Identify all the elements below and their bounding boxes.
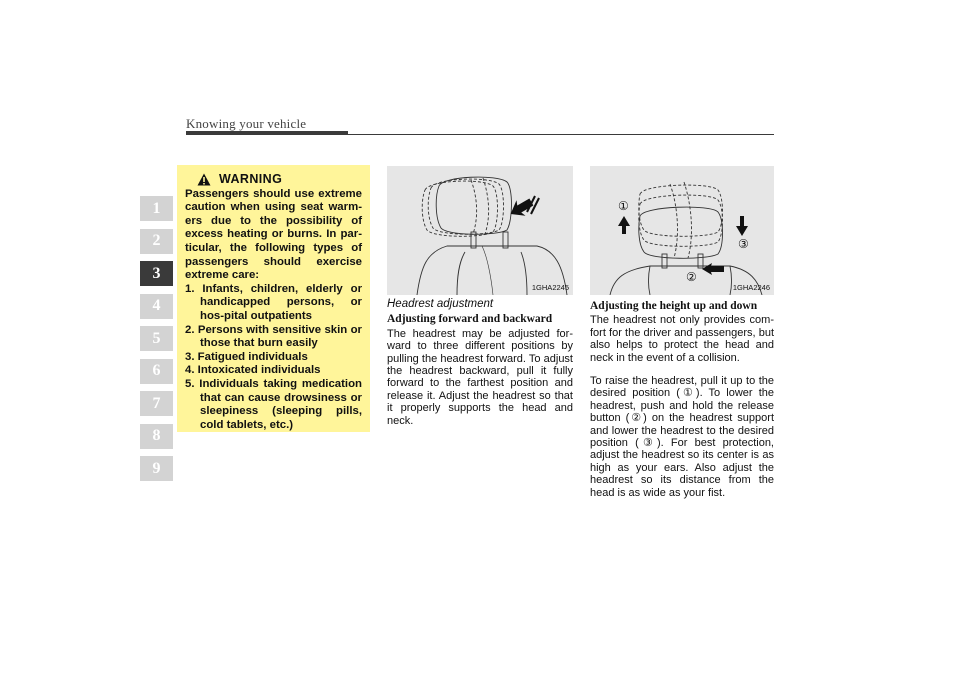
chapter-tabs xyxy=(140,196,173,489)
chapter-tab-9[interactable]: 9 xyxy=(140,456,173,481)
body-paragraph: The headrest may be adjusted for-ward to three different positions by pulling the headrest forward. To adjust the headrest backward, pull it fully forward to the farthest position and release it. Adjust the headrest so that it properly supports the head and neck. xyxy=(387,327,573,427)
warning-item: 3. Fatigued individuals xyxy=(185,350,308,363)
chapter-tab-7[interactable]: 7 xyxy=(140,391,173,416)
header-rule xyxy=(186,134,774,135)
callout-3: ③ xyxy=(738,237,749,251)
headrest-height-figure xyxy=(590,166,774,295)
chapter-tab-6[interactable]: 6 xyxy=(140,359,173,384)
warning-item: 5. Individuals taking medication that can cause drowsiness or sleepiness (sleeping pills, cold tablets, etc.) xyxy=(185,377,362,431)
warning-title: WARNING xyxy=(219,172,283,186)
warning-item: 2. Persons with sensitive skin or those that burn easily xyxy=(185,323,362,350)
warning-item: 1. Infants, children, elderly or handicapped persons, or hos-pital outpatients xyxy=(185,282,362,322)
release-button-arrow-icon xyxy=(702,263,724,275)
figure-code: 1GHA2246 xyxy=(732,283,770,292)
callout-2: ② xyxy=(686,270,697,284)
chapter-tab-5[interactable]: 5 xyxy=(140,326,173,351)
warning-header xyxy=(197,173,362,187)
chapter-tab-2[interactable]: 2 xyxy=(140,229,173,254)
headrest-height-illustration xyxy=(590,166,774,295)
up-arrow-icon xyxy=(618,216,630,234)
warning-item: 4. Intoxicated individuals xyxy=(185,364,321,377)
down-arrow-icon xyxy=(736,216,748,236)
warning-triangle-icon xyxy=(197,173,211,186)
height-column xyxy=(590,298,774,499)
headrest-forward-figure xyxy=(387,166,573,295)
chapter-tab-4[interactable]: 4 xyxy=(140,294,173,319)
page-header-title: Knowing your vehicle xyxy=(186,116,307,131)
subsection-title: Adjusting forward and backward xyxy=(387,313,553,326)
forward-backward-column xyxy=(387,298,573,438)
callout-1: ① xyxy=(618,199,629,213)
warning-intro: Passengers should use extreme caution when using seat warm-ers due to the possibility of excess heating or burns. In par-ticular, the following types of passengers should exercise extreme care: xyxy=(185,187,362,282)
subsection-title: Adjusting the height up and down xyxy=(590,300,758,312)
figure-code: 1GHA2245 xyxy=(531,283,569,292)
headrest-forward-illustration xyxy=(387,166,573,295)
body-paragraph: To raise the headrest, pull it up to the desired position (①). To lower the headrest, push and hold the release button (②) on the headrest support and lower the headrest to the desired position (③). For best protection, adjust the headrest so its center is as high as your ears. Also adjust the headrest so its distance from the head is as wide as your fist. xyxy=(590,375,774,499)
chapter-tab-3[interactable]: 3 xyxy=(140,261,173,286)
warning-box xyxy=(177,165,370,432)
chapter-tab-1[interactable]: 1 xyxy=(140,196,173,221)
chapter-tab-8[interactable]: 8 xyxy=(140,424,173,449)
warning-list xyxy=(185,283,362,433)
body-paragraph: The headrest not only provides com-fort for the driver and passengers, but also helps to protect the head and neck in the event of a collision. xyxy=(590,314,774,364)
section-title: Headrest adjustment xyxy=(387,298,494,310)
